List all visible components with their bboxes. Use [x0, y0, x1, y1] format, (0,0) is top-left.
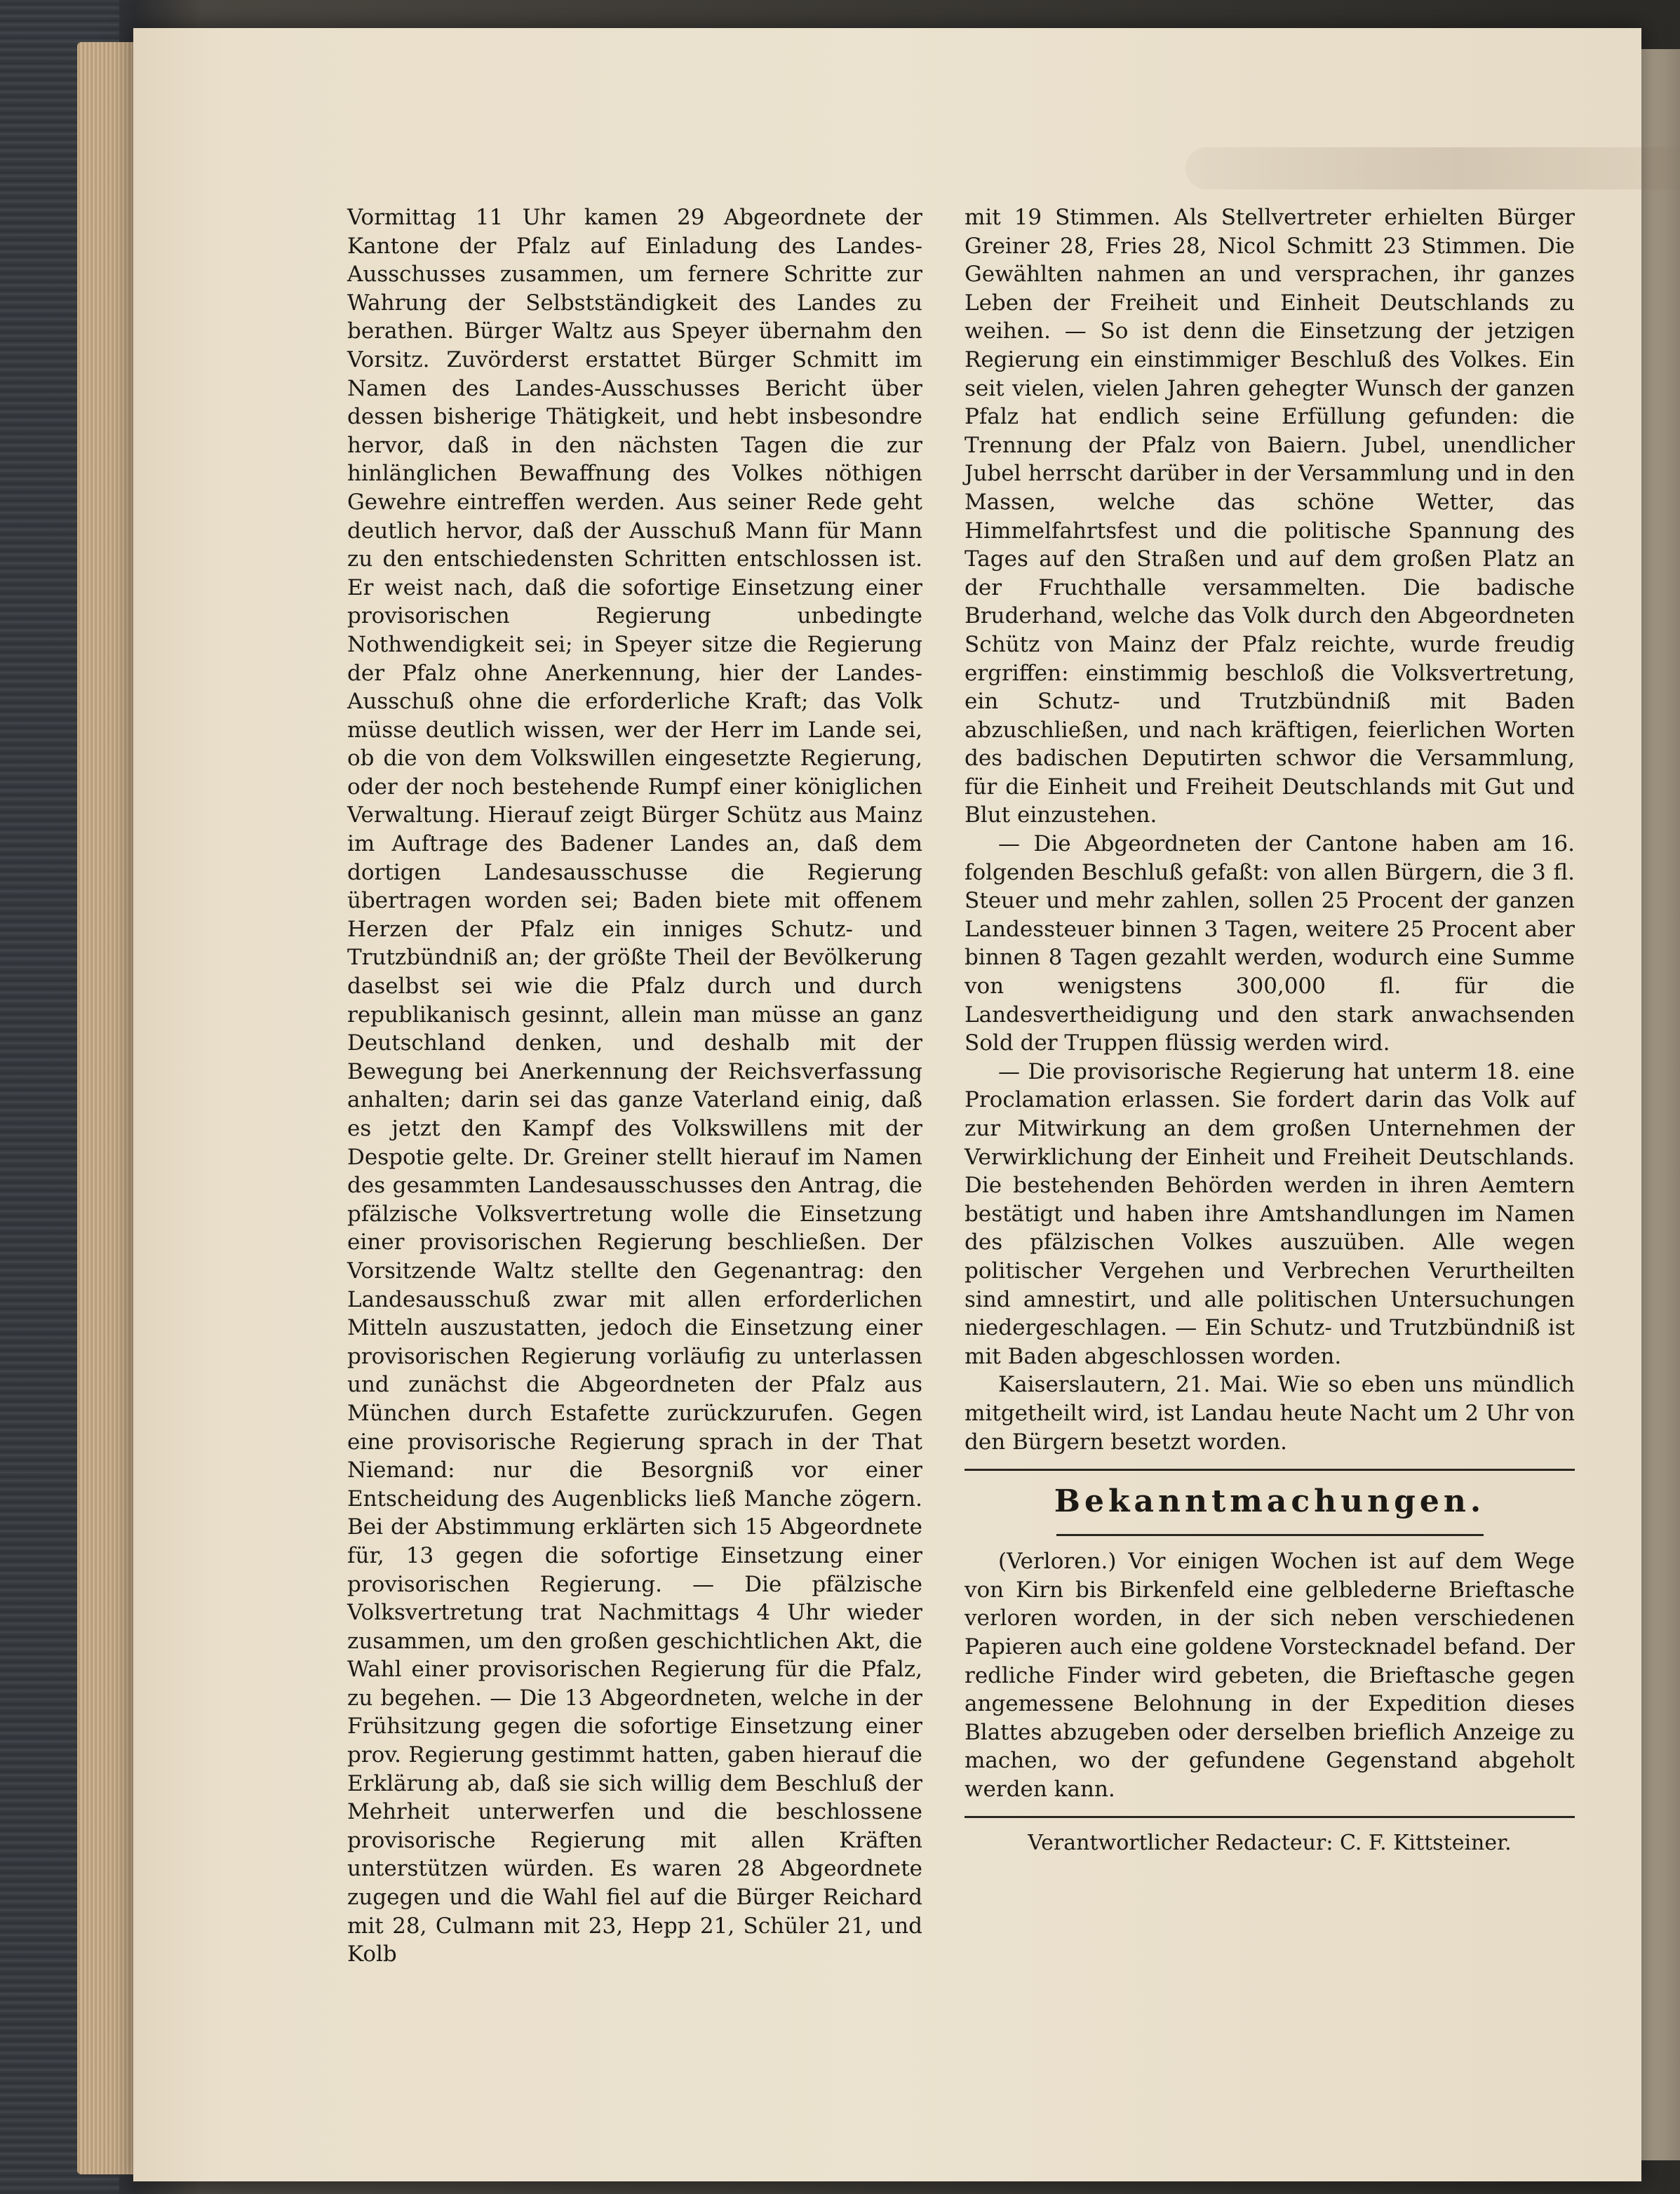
announcements-heading: Bekanntmachungen.	[1054, 1483, 1486, 1520]
section-divider	[965, 1469, 1575, 1471]
bleed-through-header	[1185, 147, 1680, 189]
article-kaiserslautern: Kaiserslautern, 21. Mai. Wie so eben uns mündlich mitgetheilt wird, ist Landau heute Nacht um 2 Uhr von den Bürgern besetzt worden.	[965, 1372, 1575, 1455]
editor-credit: Verantwortlicher Redacteur: C. F. Kittsteiner.	[1028, 1831, 1512, 1856]
article-proclamation: — Die provisorische Regierung hat unterm 18. eine Proclamation erlassen. Sie fordert darin das Volk auf zur Mitwirkung an dem großen Unternehmen der Verwirklichung der Einheit und Freiheit Deutschlands. Die bestehenden Behörden werden in ihren Aemtern bestätigt und haben ihre Amtshandlungen im Namen des pfälzischen Volkes auszuüben. Alle wegen politischer Vergehen und Verbrechen Verurtheilten sind amnestirt, und alle politischen Untersuchungen niedergeschlagen. — Ein Schutz- und Trutzbündniß ist mit Baden abgeschlossen worden.	[965, 1058, 1575, 1369]
article-continuation: mit 19 Stimmen. Als Stellvertreter erhielten Bürger Greiner 28, Fries 28, Nicol Schmitt 23 Stimmen. Die Gewählten nahmen an und versprachen, ihr ganzes Leben der Freiheit und Einheit Deutschlands zu weihen. — So ist denn die Einsetzung der jetzigen Regierung ein einstimmiger Beschluß des Volkes. Ein seit vielen, vielen Jahren gehegter Wunsch der ganzen Pfalz hat endlich seine Erfüllung gefunden: die Trennung der Pfalz von Baiern. Jubel, unendlicher Jubel herrscht darüber in der Versammlung und in den Massen, welche das schöne Wetter, das Himmelfahrtsfest und die politische Spannung des Tages auf den Straßen und auf dem großen Platz an der Fruchthalle versammelten. Die badische Bruderhand, welche das Volk durch den Abgeordneten Schütz von Mainz der Pfalz reichte, wurde freudig ergriffen: einstimmig beschloß die Volksvertretung, ein Schutz- und Trutzbündniß mit Baden abzuschließen, und nach kräftigen, feierlichen Worten des badischen Deputirten schwor die Versammlung, für die Einheit und Freiheit Deutschlands mit Gut und Blut einzustehen.	[965, 205, 1575, 828]
left-column	[347, 203, 922, 1969]
footer-divider	[965, 1816, 1575, 1818]
heading-divider	[1056, 1534, 1484, 1536]
article-tax-resolution: — Die Abgeordneten der Cantone haben am 16. folgenden Beschluß gefaßt: von allen Bürgern, die 3 fl. Steuer und mehr zahlen, sollen 25 Procent der ganzen Landessteuer binnen 3 Tagen, weitere 25 Procent aber binnen 8 Tagen gezahlt werden, wodurch eine Summe von wenigstens 300,000 fl. für die Landesvertheidigung und den stark anwachsenden Sold der Truppen flüssig werden wird.	[965, 831, 1575, 1056]
article-text-left: Vormittag 11 Uhr kamen 29 Abgeordnete der Kantone der Pfalz auf Einladung des Landes-Ausschusses zusammen, um fernere Schritte zur Wahrung der Selbstständigkeit des Landes zu berathen. Bürger Waltz aus Speyer übernahm den Vorsitz. Zuvörderst erstattet Bürger Schmitt im Namen des Landes-Ausschusses Bericht über dessen bisherige Thätigkeit, und hebt insbesondre hervor, daß in den nächsten Tagen die zur hinlänglichen Bewaffnung des Volkes nöthigen Gewehre eintreffen werden. Aus seiner Rede geht deutlich hervor, daß der Ausschuß Mann für Mann zu den entschiedensten Schritten entschlossen ist. Er weist nach, daß die sofortige Einsetzung einer provisorischen Regierung unbedingte Nothwendigkeit sei; in Speyer sitze die Regierung der Pfalz ohne Anerkennung, hier der Landes-Ausschuß ohne die erforderliche Kraft; das Volk müsse deutlich wissen, wer der Herr im Lande sei, ob die von dem Volkswillen eingesetzte Regierung, oder der noch bestehende Rumpf einer königlichen Verwaltung. Hierauf zeigt Bürger Schütz aus Mainz im Auftrage des Badener Landes an, daß dem dortigen Landesausschusse die Regierung übertragen worden sei; Baden biete mit offenem Herzen der Pfalz ein inniges Schutz- und Trutzbündniß an; der größte Theil der Bevölkerung daselbst sei wie die Pfalz durch und durch republikanisch gesinnt, allein man müsse an ganz Deutschland denken, und deshalb mit der Bewegung bei Anerkennung der Reichsverfassung anhalten; darin sei das ganze Vaterland einig, daß es jetzt den Kampf des Volkswillens mit der Despotie gelte. Dr. Greiner stellt hierauf im Namen des gesammten Landesausschusses den Antrag, die pfälzische Volksvertretung wolle die Einsetzung einer provisorischen Regierung beschließen. Der Vorsitzende Waltz stellte den Gegenantrag: den Landesausschuß zwar mit allen erforderlichen Mitteln auszustatten, jedoch die Einsetzung einer provisorischen Regierung vorläufig zu unterlassen und zunächst die Abgeordneten der Pfalz aus München durch Estafette zurückzurufen. Gegen eine provisorische Regierung sprach in der That Niemand: nur die Besorgniß vor einer Entscheidung des Augenblicks ließ Manche zögern. Bei der Abstimmung erklärten sich 15 Abgeordnete für, 13 gegen die sofortige Einsetzung einer provisorischen Regierung. — Die pfälzische Volksvertretung trat Nachmittags 4 Uhr wieder zusammen, um den großen geschichtlichen Akt, die Wahl einer provisorischen Regierung für die Pfalz, zu begehen. — Die 13 Abgeordneten, welche in der Frühsitzung gegen die sofortige Einsetzung einer prov. Regierung gestimmt hatten, gaben hierauf die Erklärung ab, daß sie sich willig dem Beschluß der Mehrheit unterwerfen und die beschlossene provisorische Regierung mit allen Kräften unterstützen würden. Es waren 28 Abgeordnete zugegen und die Wahl fiel auf die Bürger Reichard mit 28, Culmann mit 23, Hepp 21, Schüler 21, und Kolb	[347, 205, 922, 1967]
lost-item-notice: (Verloren.) Vor einigen Wochen ist auf dem Wege von Kirn bis Birkenfeld eine gelblederne Brieftasche verloren worden, in der sich neben verschiedenen Papieren auch eine goldene Vorstecknadel befand. Der redliche Finder wird gebeten, die Brieftasche gegen angemessene Belohnung in der Expedition dieses Blattes abzugeben oder derselben brieflich Anzeige zu machen, wo der gefundene Gegenstand abgeholt werden kann.	[965, 1549, 1575, 1802]
right-column	[965, 203, 1575, 1857]
